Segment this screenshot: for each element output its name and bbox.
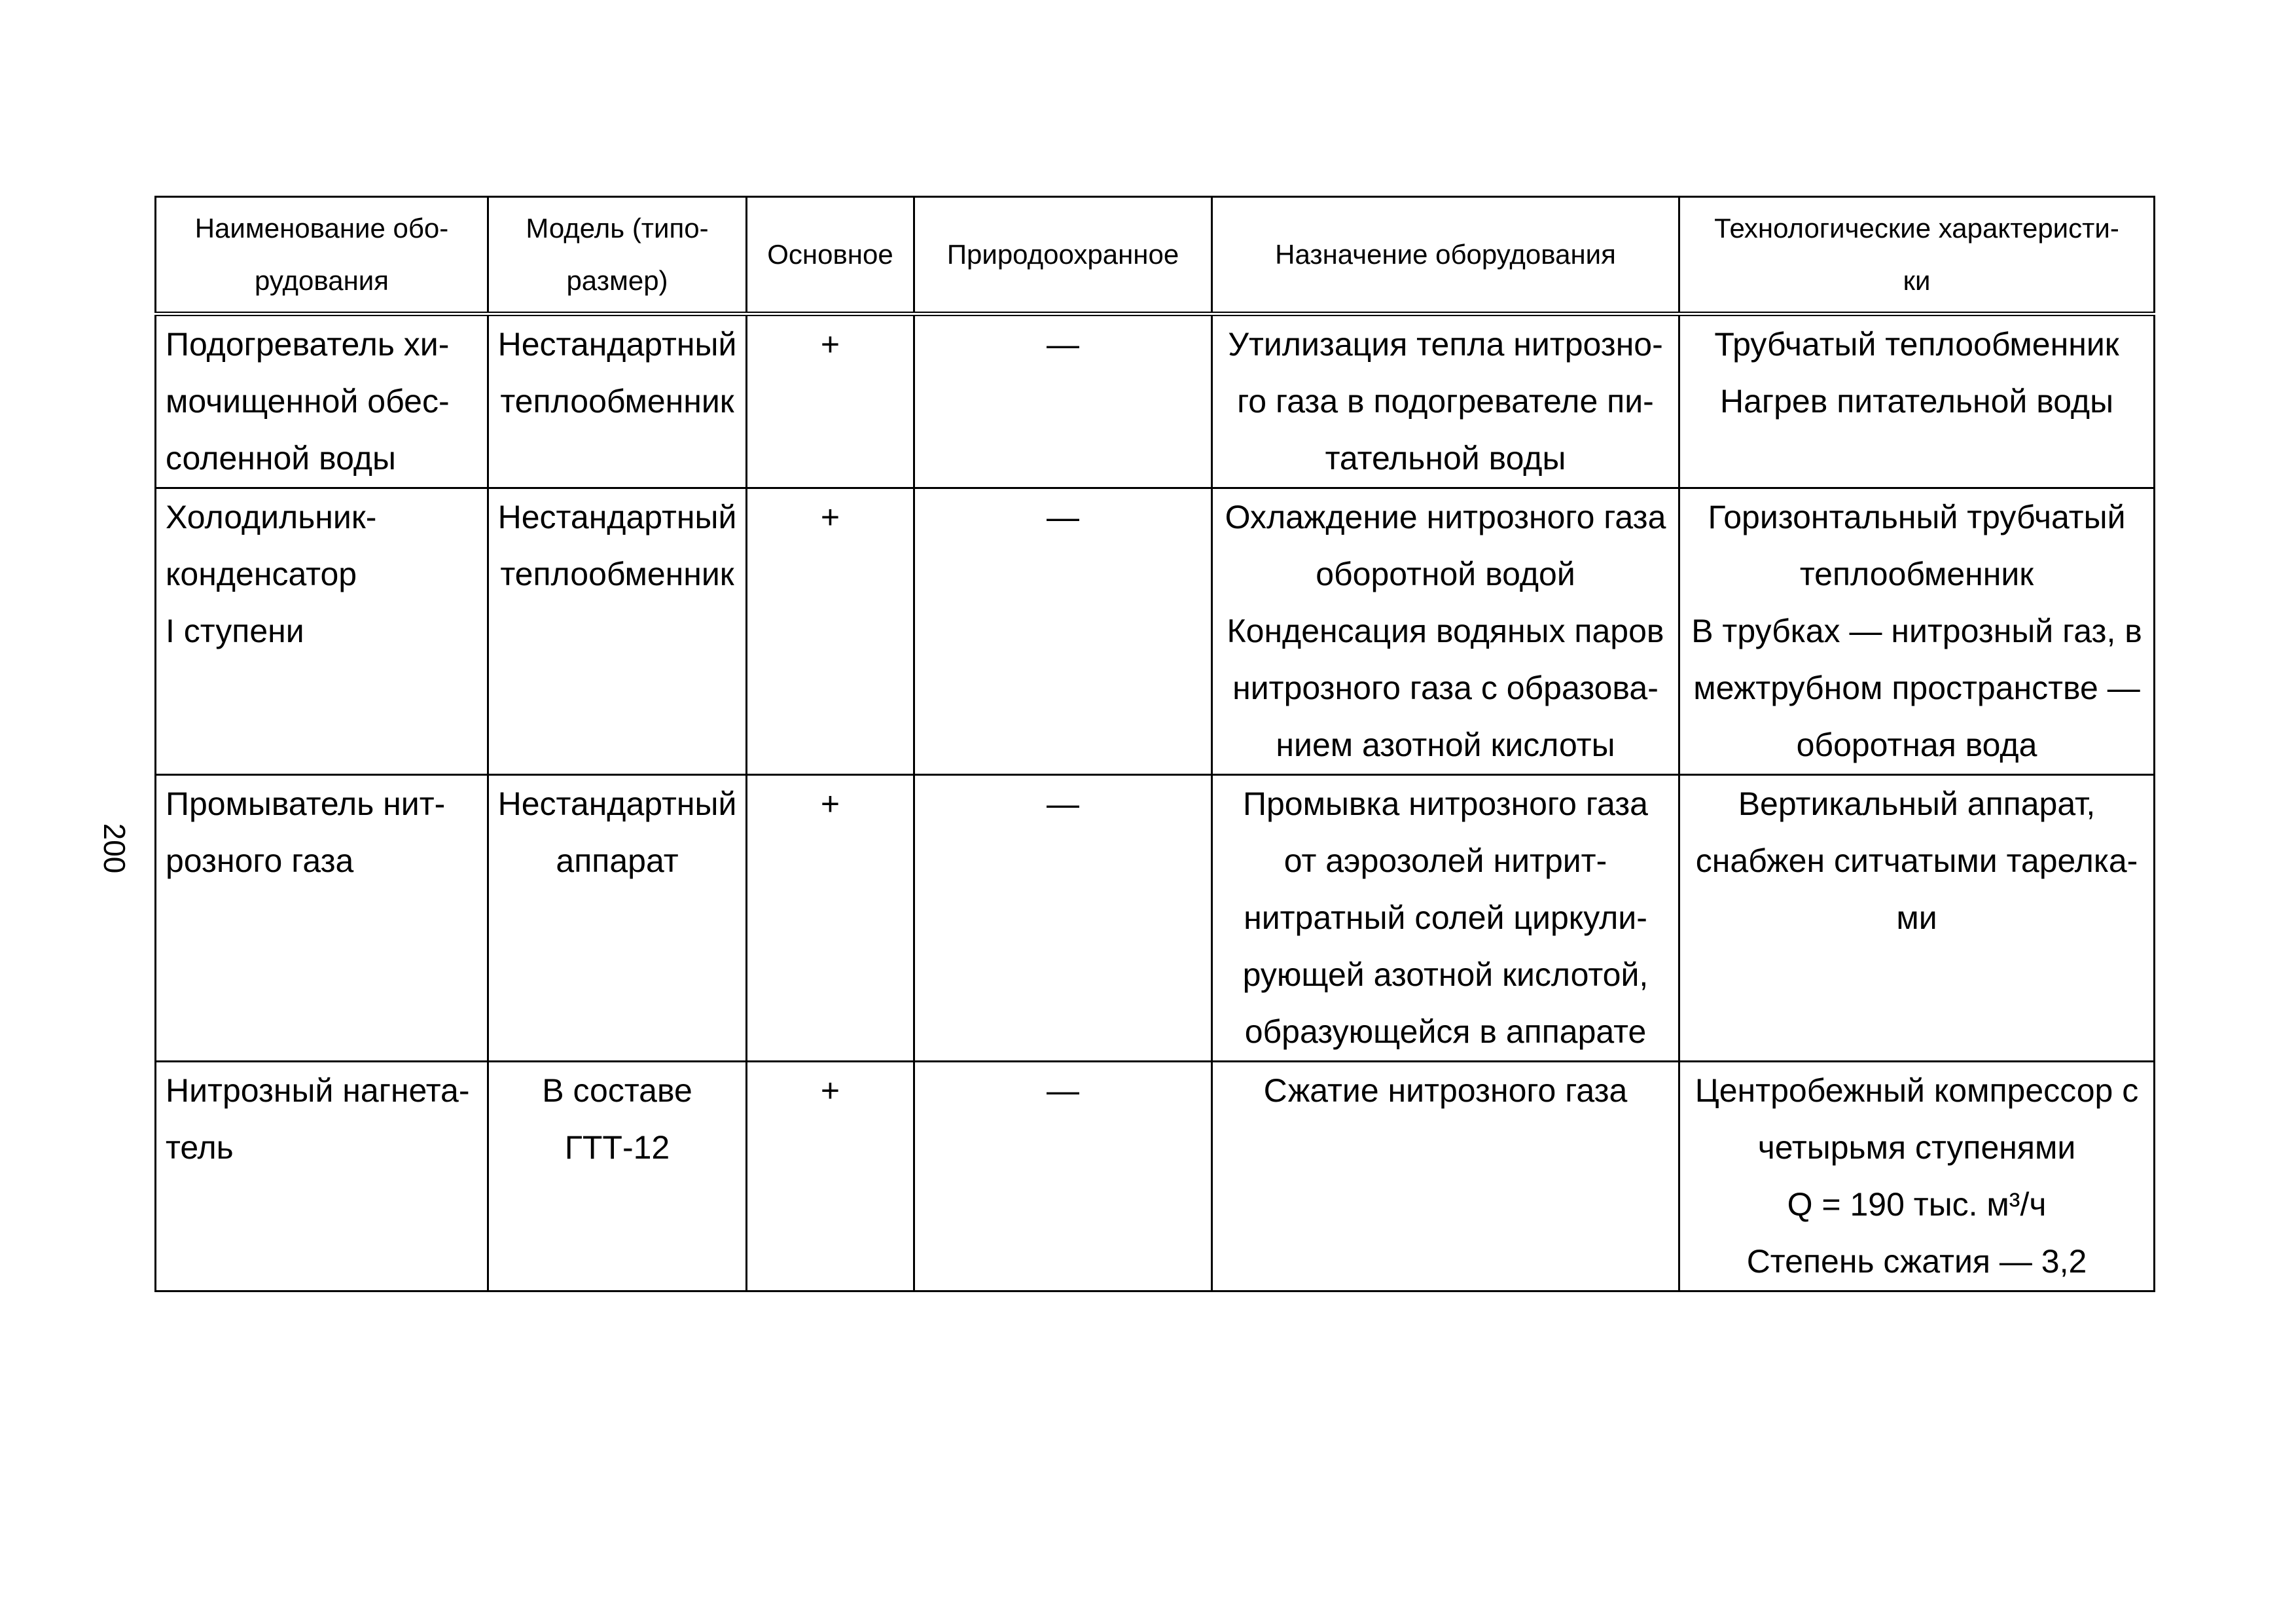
cell-line: Нитрозный нагнета- bbox=[166, 1072, 470, 1109]
cell-line: + bbox=[820, 499, 840, 535]
cell-line: В составе bbox=[542, 1072, 692, 1109]
cell-line: — bbox=[1047, 326, 1079, 363]
cell-line: Сжатие нитрозного газа bbox=[1263, 1072, 1628, 1109]
cell-environmental bbox=[914, 775, 1212, 1062]
cell-line: Центробежный компрессор с bbox=[1695, 1072, 2139, 1109]
cell-line: + bbox=[820, 1072, 840, 1109]
cell-line: от аэрозолей нитрит- bbox=[1283, 842, 1607, 879]
table-header-row bbox=[156, 197, 2155, 314]
cell-line: — bbox=[1047, 785, 1079, 822]
table-row bbox=[156, 488, 2155, 775]
cell-line: Q = 190 тыс. м³/ч bbox=[1787, 1186, 2047, 1223]
cell-line: четырьмя ступенями bbox=[1757, 1129, 2076, 1166]
cell-purpose bbox=[1212, 488, 1679, 775]
header-line: Наименование обо- bbox=[194, 213, 449, 244]
cell-line: тательной воды bbox=[1325, 440, 1566, 477]
cell-equipment-name bbox=[156, 1062, 488, 1291]
cell-model bbox=[488, 488, 747, 775]
cell-line: оборотная вода bbox=[1796, 727, 2037, 763]
cell-line: оборотной водой bbox=[1316, 556, 1575, 592]
equipment-table bbox=[154, 196, 2155, 1292]
cell-tech-specs bbox=[1679, 1062, 2155, 1291]
cell-main bbox=[747, 314, 914, 488]
cell-line: В трубках — нитрозный газ, в bbox=[1691, 613, 2142, 649]
cell-tech-specs bbox=[1679, 775, 2155, 1062]
cell-equipment-name bbox=[156, 775, 488, 1062]
cell-line: Холодильник- bbox=[166, 499, 377, 535]
cell-line: Подогреватель хи- bbox=[166, 326, 450, 363]
header-line: рудования bbox=[255, 265, 389, 296]
cell-model bbox=[488, 1062, 747, 1291]
cell-line: Охлаждение нитрозного газа bbox=[1225, 499, 1666, 535]
header-line: Основное bbox=[767, 239, 893, 270]
cell-line: Промывка нитрозного газа bbox=[1243, 785, 1648, 822]
header-line: Модель (типо- bbox=[526, 213, 709, 244]
cell-line: Нестандартный bbox=[497, 499, 737, 535]
cell-line: соленной воды bbox=[166, 440, 396, 477]
table-row bbox=[156, 314, 2155, 488]
cell-tech-specs bbox=[1679, 314, 2155, 488]
cell-line: снабжен ситчатыми тарелка- bbox=[1695, 842, 2138, 879]
cell-line: розного газа bbox=[166, 842, 354, 879]
cell-line: аппарат bbox=[556, 842, 679, 879]
cell-main bbox=[747, 775, 914, 1062]
cell-main bbox=[747, 488, 914, 775]
table-row bbox=[156, 1062, 2155, 1291]
cell-line: нитратный солей циркули- bbox=[1244, 899, 1647, 936]
cell-line: образующейся в аппарате bbox=[1244, 1013, 1647, 1050]
cell-equipment-name bbox=[156, 314, 488, 488]
cell-line: Трубчатый теплообменник bbox=[1714, 326, 2119, 363]
header-line: Природоохранное bbox=[946, 239, 1179, 270]
cell-line: Вертикальный аппарат, bbox=[1738, 785, 2096, 822]
cell-line: + bbox=[820, 785, 840, 822]
cell-model bbox=[488, 775, 747, 1062]
header-main bbox=[747, 197, 914, 314]
header-line: размер) bbox=[566, 265, 668, 296]
cell-line: мочищенной обес- bbox=[166, 383, 450, 420]
cell-line: го газа в подогревателе пи- bbox=[1237, 383, 1654, 420]
cell-line: нитрозного газа с образова- bbox=[1232, 670, 1659, 706]
cell-line: Нестандартный bbox=[497, 326, 737, 363]
cell-line: Степень сжатия — 3,2 bbox=[1746, 1243, 2087, 1280]
cell-line: ми bbox=[1896, 899, 1937, 936]
cell-line: + bbox=[820, 326, 840, 363]
cell-line: нием азотной кислоты bbox=[1276, 727, 1615, 763]
header-line: ки bbox=[1903, 265, 1931, 296]
cell-line: межтрубном пространстве — bbox=[1693, 670, 2140, 706]
cell-line: теплообменник bbox=[500, 383, 734, 420]
page-number: 200 bbox=[98, 823, 132, 874]
cell-line: Нагрев питательной воды bbox=[1719, 383, 2114, 420]
cell-environmental bbox=[914, 314, 1212, 488]
cell-line: тель bbox=[166, 1129, 234, 1166]
header-tech-specs bbox=[1679, 197, 2155, 314]
cell-line: — bbox=[1047, 1072, 1079, 1109]
cell-model bbox=[488, 314, 747, 488]
cell-line: Нестандартный bbox=[497, 785, 737, 822]
cell-line: Промыватель нит- bbox=[166, 785, 446, 822]
cell-line: Конденсация водяных паров bbox=[1227, 613, 1664, 649]
cell-line: рующей азотной кислотой, bbox=[1242, 956, 1649, 993]
table-row bbox=[156, 775, 2155, 1062]
header-line: Технологические характеристи- bbox=[1714, 213, 2119, 244]
cell-line: теплообменник bbox=[500, 556, 734, 592]
cell-environmental bbox=[914, 488, 1212, 775]
cell-line: ГТТ-12 bbox=[564, 1129, 670, 1166]
cell-line: Утилизация тепла нитрозно- bbox=[1228, 326, 1663, 363]
cell-environmental bbox=[914, 1062, 1212, 1291]
header-equipment-name bbox=[156, 197, 488, 314]
cell-line: — bbox=[1047, 499, 1079, 535]
cell-line: Горизонтальный трубчатый bbox=[1708, 499, 2126, 535]
cell-purpose bbox=[1212, 314, 1679, 488]
cell-purpose bbox=[1212, 775, 1679, 1062]
cell-tech-specs bbox=[1679, 488, 2155, 775]
cell-main bbox=[747, 1062, 914, 1291]
header-model bbox=[488, 197, 747, 314]
header-purpose bbox=[1212, 197, 1679, 314]
cell-purpose bbox=[1212, 1062, 1679, 1291]
header-line: Назначение оборудования bbox=[1275, 239, 1616, 270]
cell-line: I ступени bbox=[166, 613, 304, 649]
cell-equipment-name bbox=[156, 488, 488, 775]
cell-line: теплообменник bbox=[1799, 556, 2034, 592]
header-environmental bbox=[914, 197, 1212, 314]
cell-line: конденсатор bbox=[166, 556, 357, 592]
